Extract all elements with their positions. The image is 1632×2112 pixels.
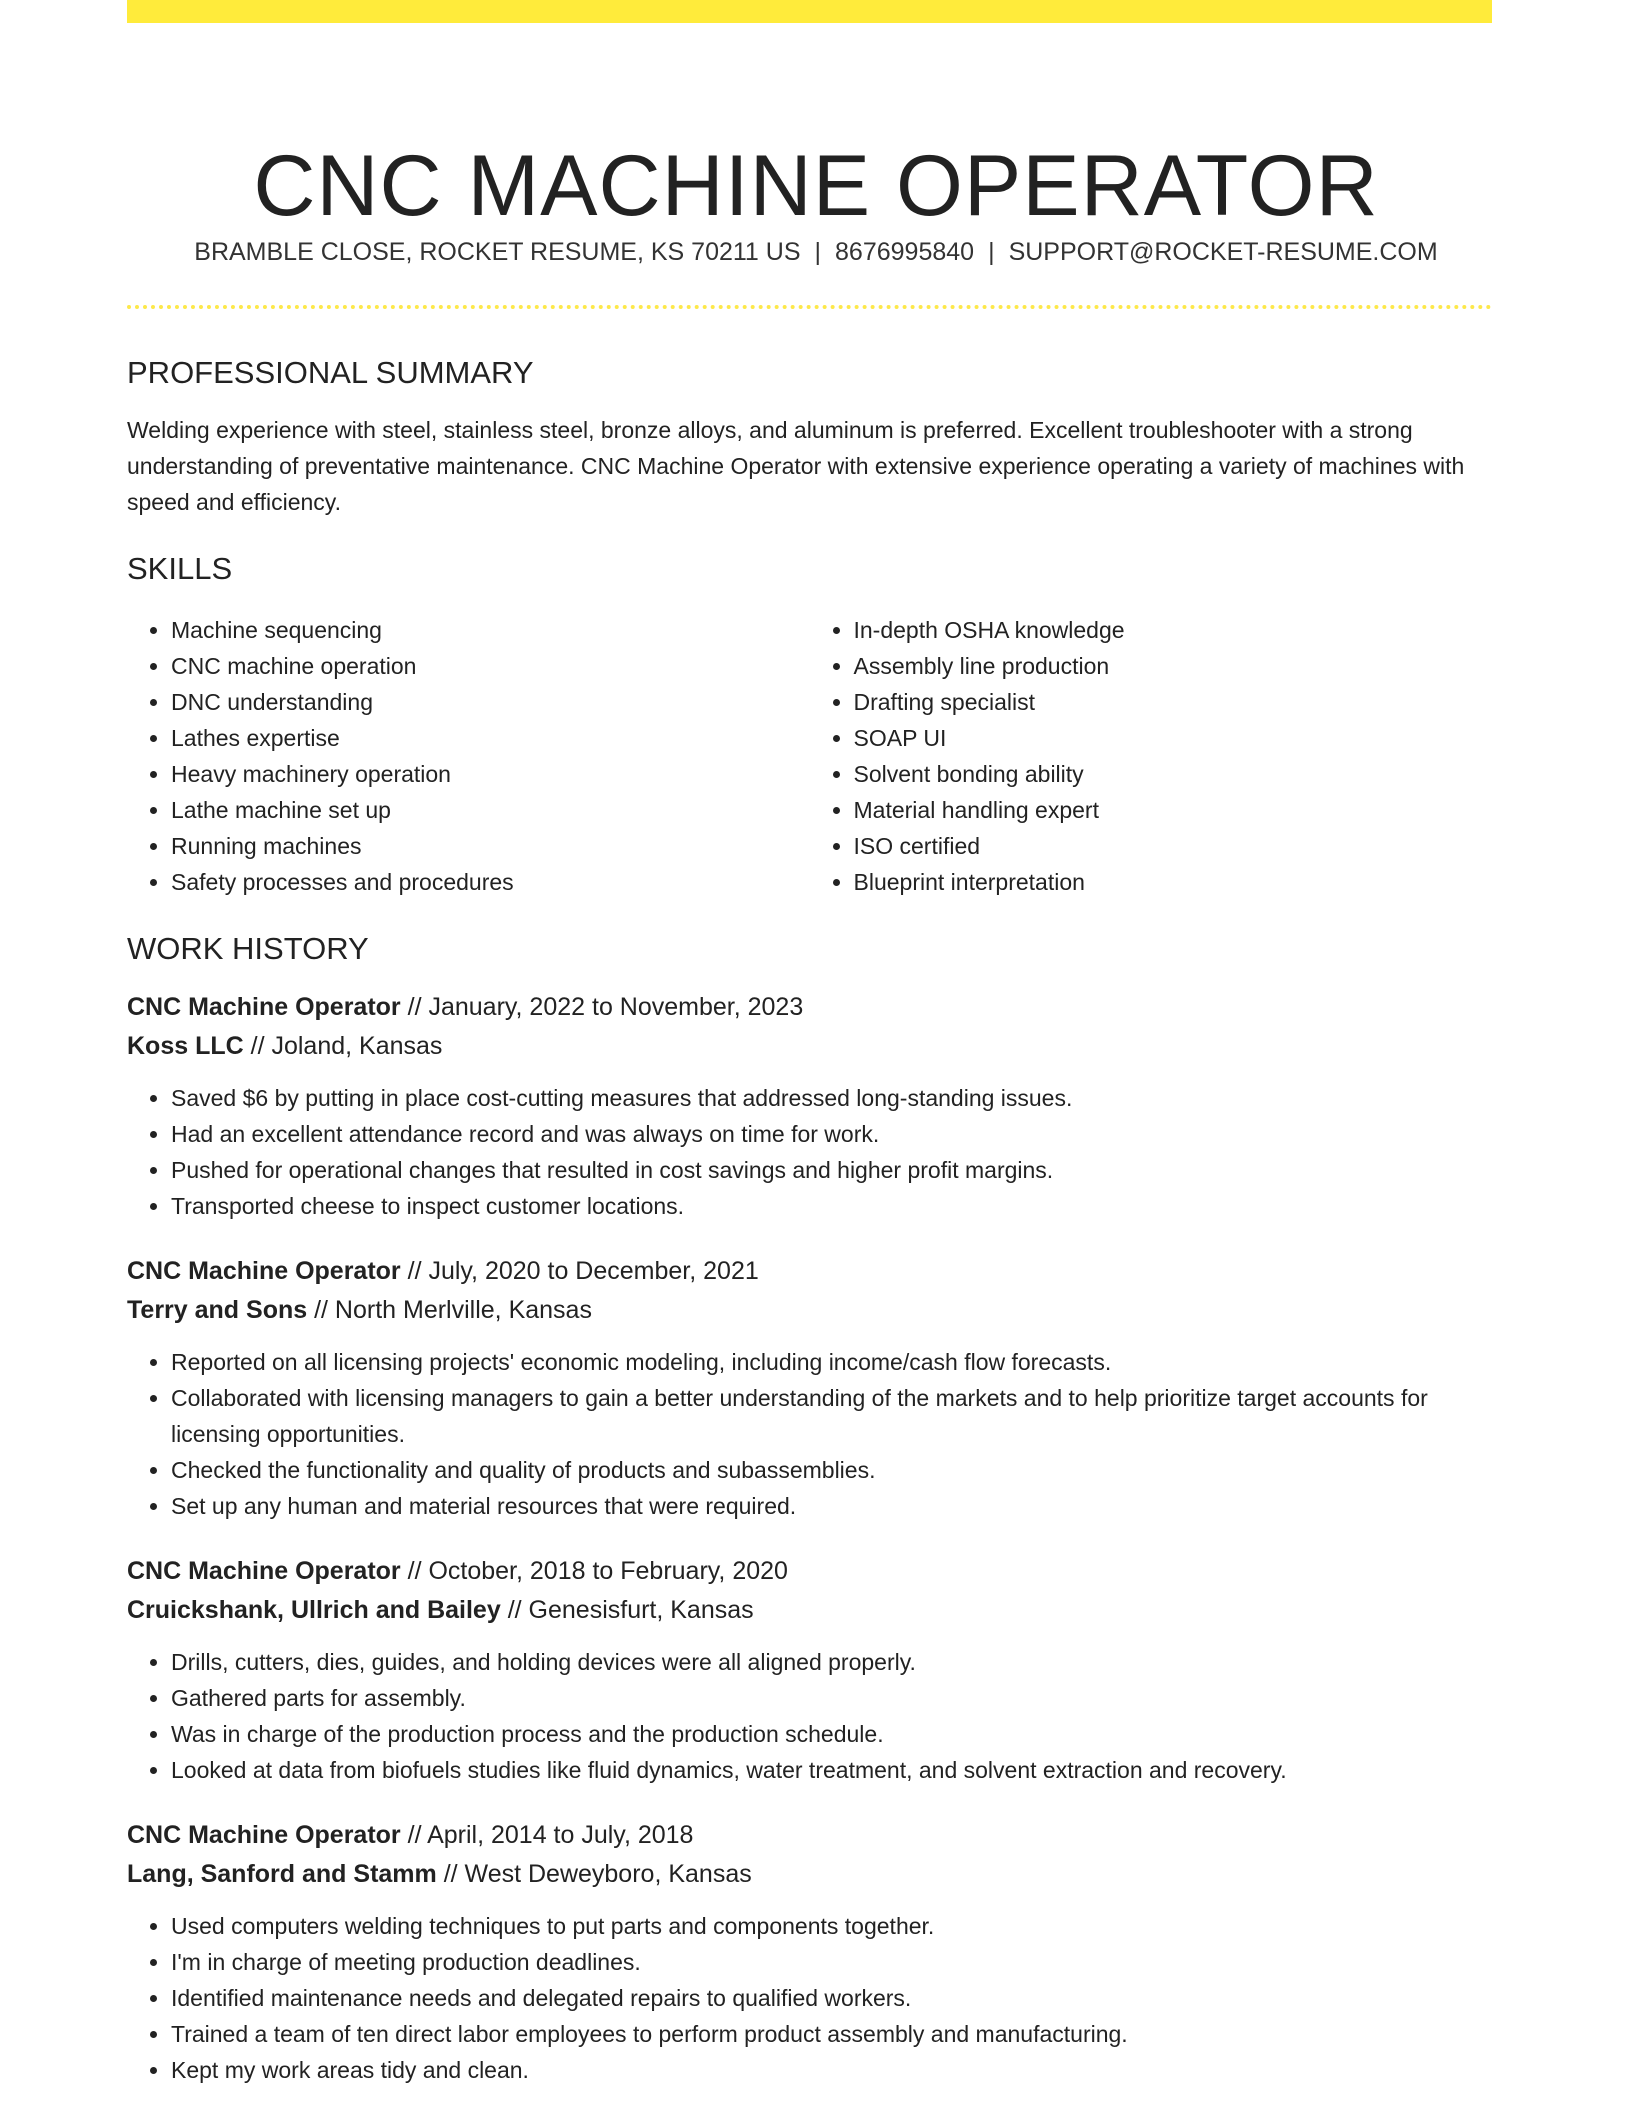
skill-item: • Running machines: [171, 828, 810, 864]
job-company-line: [127, 1291, 1492, 1330]
skill-item: • ISO certified: [854, 828, 1493, 864]
job-company: Koss LLC: [127, 1032, 244, 1060]
skills-list-right: [810, 612, 1493, 900]
dotted-divider: [127, 305, 1492, 309]
job-dates: // October, 2018 to February, 2020: [400, 1557, 788, 1585]
job-location: // North Merlville, Kansas: [307, 1296, 592, 1324]
job-company: Lang, Sanford and Stamm: [127, 1860, 437, 1888]
job-bullet: • Transported cheese to inspect customer locations.: [171, 1188, 1492, 1224]
job-bullet: • Had an excellent attendance record and was always on time for work.: [171, 1116, 1492, 1152]
job-title-line: [127, 1816, 1492, 1855]
job-title-line: [127, 988, 1492, 1027]
job-entry: [127, 1252, 1492, 1524]
skill-item: • Lathe machine set up: [171, 792, 810, 828]
job-title: CNC Machine Operator: [127, 993, 401, 1021]
skills-list-left: [127, 612, 810, 900]
job-bullets: [127, 1344, 1492, 1524]
job-company-line: [127, 1855, 1492, 1894]
job-bullet: • Was in charge of the production process and the production schedule.: [171, 1716, 1492, 1752]
job-entry: [127, 1552, 1492, 1788]
job-bullet: • Saved $6 by putting in place cost-cutting measures that addressed long-standing issues.: [171, 1080, 1492, 1116]
skill-item: • Solvent bonding ability: [854, 756, 1493, 792]
contact-address: BRAMBLE CLOSE, ROCKET RESUME, KS 70211 US: [194, 238, 801, 266]
skills-columns: [127, 612, 1492, 900]
contact-line: [0, 234, 1632, 270]
skill-item: • Material handling expert: [854, 792, 1493, 828]
skill-item: • Assembly line production: [854, 648, 1493, 684]
resume-content: [127, 352, 1492, 2088]
job-bullets: [127, 1080, 1492, 1224]
job-title: CNC Machine Operator: [127, 1821, 401, 1849]
skill-item: • Drafting specialist: [854, 684, 1493, 720]
accent-bar: [127, 0, 1492, 23]
skill-item: • DNC understanding: [171, 684, 810, 720]
job-bullets: [127, 1644, 1492, 1788]
job-title: CNC Machine Operator: [127, 1257, 401, 1285]
job-dates: // January, 2022 to November, 2023: [400, 993, 804, 1021]
job-bullet: • Checked the functionality and quality of products and subassemblies.: [171, 1452, 1492, 1488]
skill-item: • Safety processes and procedures: [171, 864, 810, 900]
skills-heading: SKILLS: [127, 551, 233, 586]
job-bullet: • Collaborated with licensing managers to gain a better understanding of the markets and to help prioritize target accounts for licensing opportunities.: [171, 1380, 1492, 1452]
skill-item: • In-depth OSHA knowledge: [854, 612, 1493, 648]
skill-item: • SOAP UI: [854, 720, 1493, 756]
summary-heading: PROFESSIONAL SUMMARY: [127, 355, 534, 390]
job-location: // Joland, Kansas: [243, 1032, 443, 1060]
summary-text: Welding experience with steel, stainless steel, bronze alloys, and aluminum is preferred. Excellent troubleshooter with a strong understanding of preventative maintenance. CNC Machine Operator with extensive experience operating a variety of machines with speed and efficiency.: [127, 417, 1465, 515]
job-title-line: [127, 1552, 1492, 1591]
job-bullet: • I'm in charge of meeting production deadlines.: [171, 1944, 1492, 1980]
contact-email: SUPPORT@ROCKET-RESUME.COM: [1008, 238, 1438, 266]
job-bullets: [127, 1908, 1492, 2088]
job-bullet: • Trained a team of ten direct labor employees to perform product assembly and manufacturing.: [171, 2016, 1492, 2052]
contact-separator: |: [814, 238, 822, 266]
skill-item: • CNC machine operation: [171, 648, 810, 684]
job-bullet: • Drills, cutters, dies, guides, and holding devices were all aligned properly.: [171, 1644, 1492, 1680]
job-bullet: • Used computers welding techniques to put parts and components together.: [171, 1908, 1492, 1944]
job-bullet: • Reported on all licensing projects' economic modeling, including income/cash flow forecasts.: [171, 1344, 1492, 1380]
job-title-line: [127, 1252, 1492, 1291]
skill-item: • Heavy machinery operation: [171, 756, 810, 792]
job-entry: [127, 1816, 1492, 2088]
job-bullet: • Set up any human and material resources that were required.: [171, 1488, 1492, 1524]
job-location: // West Deweyboro, Kansas: [436, 1860, 752, 1888]
job-location: // Genesisfurt, Kansas: [500, 1596, 754, 1624]
job-bullet: • Identified maintenance needs and delegated repairs to qualified workers.: [171, 1980, 1492, 2016]
job-entry: [127, 988, 1492, 1224]
contact-phone: 8676995840: [835, 238, 975, 266]
job-title: CNC Machine Operator: [127, 1557, 401, 1585]
job-dates: // July, 2020 to December, 2021: [400, 1257, 759, 1285]
job-bullet: • Pushed for operational changes that resulted in cost savings and higher profit margins.: [171, 1152, 1492, 1188]
skill-item: • Lathes expertise: [171, 720, 810, 756]
contact-separator: |: [988, 238, 995, 266]
job-bullet: • Gathered parts for assembly.: [171, 1680, 1492, 1716]
skill-item: • Blueprint interpretation: [854, 864, 1493, 900]
job-bullet: • Kept my work areas tidy and clean.: [171, 2052, 1492, 2088]
job-bullet: • Looked at data from biofuels studies like fluid dynamics, water treatment, and solvent extraction and recovery.: [171, 1752, 1492, 1788]
job-dates: // April, 2014 to July, 2018: [400, 1821, 694, 1849]
job-company: Cruickshank, Ullrich and Bailey: [127, 1596, 501, 1624]
job-company: Terry and Sons: [127, 1296, 308, 1324]
job-company-line: [127, 1027, 1492, 1066]
job-company-line: [127, 1591, 1492, 1630]
skill-item: • Machine sequencing: [171, 612, 810, 648]
page-title: CNC MACHINE OPERATOR: [253, 137, 1379, 234]
work-history-heading: WORK HISTORY: [127, 931, 369, 966]
